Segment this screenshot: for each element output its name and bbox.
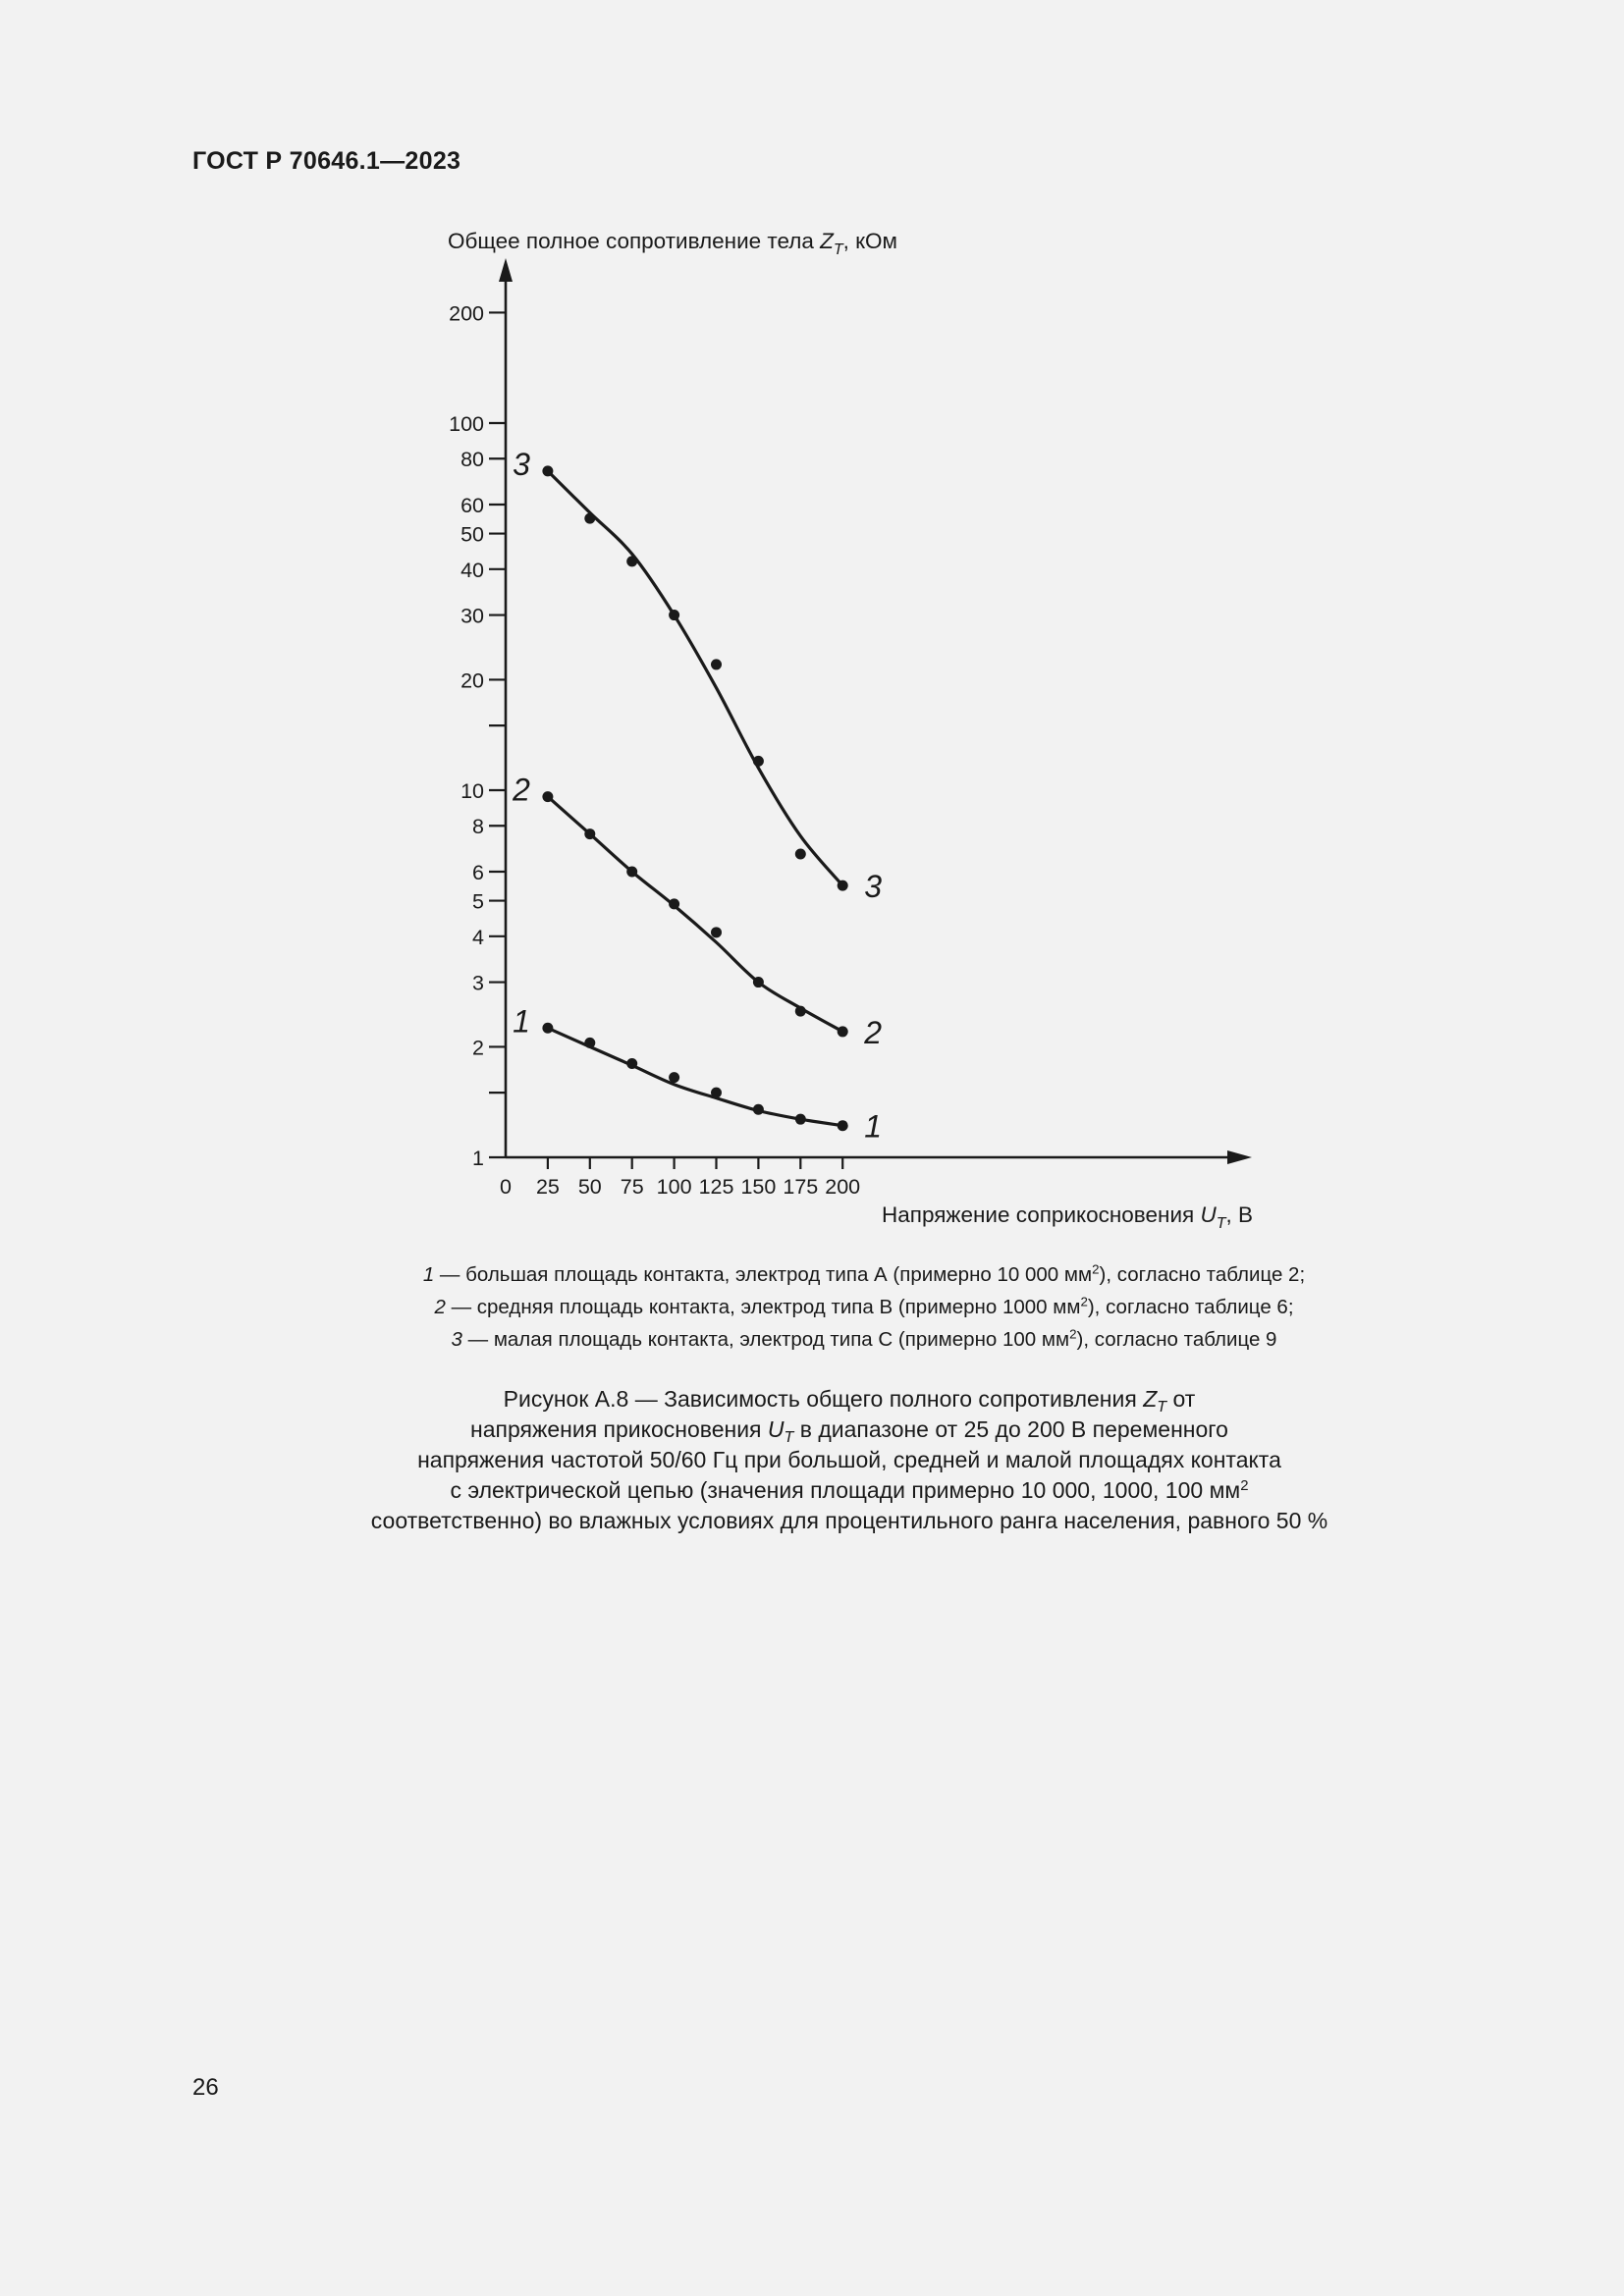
series-3-point	[795, 849, 806, 860]
series-2-point	[669, 898, 679, 909]
y-axis-ticks	[449, 301, 506, 1170]
series-2-point	[584, 828, 595, 839]
y-tick-label: 30	[460, 604, 484, 628]
data-series	[512, 447, 882, 1145]
document-header: ГОСТ Р 70646.1—2023	[192, 147, 461, 175]
x-tick-label: 125	[698, 1175, 734, 1199]
y-tick-label: 2	[472, 1036, 484, 1060]
series-1-point	[626, 1058, 637, 1069]
y-tick-label: 200	[449, 301, 484, 326]
y-tick-label: 3	[472, 971, 484, 995]
x-tick-label: 25	[535, 1175, 560, 1199]
legend-item-2: 2 — средняя площадь контакта, электрод типа В (примерно 1000 $мм^2$), согласно таблице 6;	[434, 1294, 1294, 1318]
x-axis-ticks	[500, 1157, 860, 1199]
series-2-point	[711, 927, 722, 937]
x-axis-arrow	[1227, 1150, 1252, 1164]
page-number: 26	[192, 2074, 219, 2101]
series-3-point	[542, 465, 553, 476]
series-3-point	[626, 556, 637, 566]
series-2-point	[626, 866, 637, 877]
series-3-label-start: 3	[513, 446, 530, 482]
series-3	[513, 447, 882, 904]
series-1-point	[795, 1114, 806, 1125]
series-3-point	[838, 881, 848, 891]
series-2-label-start: 2	[513, 772, 530, 808]
series-3-point	[669, 610, 679, 620]
x-tick-label: 200	[825, 1175, 861, 1199]
y-tick-label: 6	[472, 860, 484, 884]
series-2-point	[795, 1006, 806, 1017]
series-3-label-end: 3	[864, 869, 882, 905]
caption-line-5: соответственно) во влажных условиях для процентильного ранга населения, равного 50 %	[370, 1508, 1328, 1533]
x-tick-label: 0	[500, 1175, 512, 1199]
series-1-point	[753, 1104, 764, 1115]
figure-caption	[245, 1384, 1453, 1536]
y-tick-label: 80	[460, 448, 484, 472]
x-tick-label: 75	[620, 1175, 644, 1199]
series-2-point	[753, 977, 764, 988]
y-axis-arrow	[499, 258, 513, 282]
series-2-label-end: 2	[864, 1014, 882, 1050]
y-tick-label: 20	[460, 668, 484, 693]
caption-line-1: Рисунок А.8 — Зависимость общего полного сопротивления $Z_T$ от	[503, 1386, 1196, 1415]
caption-line-2: напряжения прикосновения $U_T$ в диапазоне от 25 до 200 В переменного	[470, 1416, 1228, 1446]
x-tick-label: 150	[740, 1175, 777, 1199]
y-tick-label: 1	[472, 1147, 484, 1170]
series-3-point	[711, 659, 722, 669]
series-1-point	[669, 1072, 679, 1083]
x-axis-label: Напряжение соприкосновения $U_T$, В	[882, 1202, 1253, 1232]
legend-item-1: 1 — большая площадь контакта, электрод типа А (примерно 10 000 $мм^2$), согласно таблице 2;	[422, 1261, 1306, 1286]
legend-item-3: 3 — малая площадь контакта, электрод типа С (примерно 100 $мм^2$), согласно таблице 9	[451, 1326, 1277, 1351]
series-1-point	[584, 1038, 595, 1048]
caption-line-4: с электрической цепью (значения площади примерно 10 000, 1000, 100 $мм^2$	[450, 1476, 1249, 1503]
y-tick-label: 60	[460, 493, 484, 517]
x-tick-label: 100	[656, 1175, 692, 1199]
figure-legend	[245, 1258, 1483, 1356]
x-tick-label: 175	[783, 1175, 819, 1199]
y-tick-label: 100	[449, 412, 484, 436]
series-1-point	[838, 1120, 848, 1131]
caption-line-3: напряжения частотой 50/60 Гц при большой, средней и малой площадях контакта	[417, 1447, 1281, 1472]
series-1-label-start: 1	[513, 1003, 530, 1040]
y-tick-label: 10	[460, 779, 484, 803]
y-tick-label: 40	[460, 558, 484, 582]
series-1-point	[542, 1023, 553, 1034]
series-3-point	[753, 756, 764, 767]
series-1-point	[711, 1088, 722, 1098]
y-axis-label: Общее полное сопротивление тела $Z_T$, кОм	[448, 229, 897, 258]
y-tick-label: 4	[472, 925, 484, 949]
series-3-point	[584, 513, 595, 524]
y-tick-label: 5	[472, 889, 484, 914]
series-2-point	[838, 1026, 848, 1037]
series-2-point	[542, 791, 553, 802]
y-tick-label: 50	[460, 522, 484, 547]
series-1	[513, 1003, 882, 1144]
series-2	[512, 773, 882, 1050]
y-tick-label: 8	[472, 815, 484, 839]
series-3-curve	[548, 471, 842, 885]
x-tick-label: 50	[577, 1175, 602, 1199]
series-1-label-end: 1	[864, 1108, 882, 1145]
